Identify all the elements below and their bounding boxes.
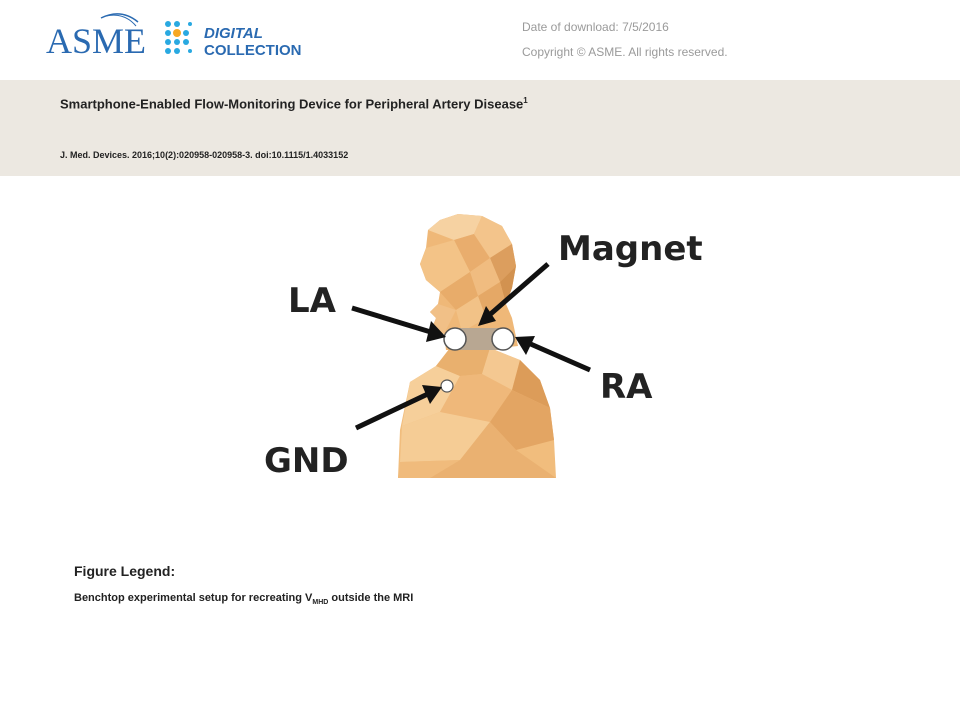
logo-wordmark: ASME [46,21,147,61]
legend-text-sub: MHD [312,599,329,607]
electrode-ra [492,328,514,350]
download-date [522,20,669,34]
article-title[interactable] [60,96,528,111]
figure-image [250,200,710,490]
electrode-la [444,328,466,350]
label-ra: RA [600,367,653,407]
article-citation: J. Med. Devices. 2016;10(2):020958-020958-3. doi:10.1115/1.4033152 [60,150,349,160]
article-title-footnote: 1 [523,96,528,105]
logo-dots-icon [165,21,192,54]
article-title-text: Smartphone-Enabled Flow-Monitoring Device for Peripheral Artery Disease [60,96,524,112]
page-header [0,0,960,80]
logo-line2: COLLECTION [204,42,302,59]
logo-line1: DIGITAL [204,25,263,42]
label-gnd: GND [264,441,349,481]
download-date-label: Date of download: [522,20,619,34]
label-magnet: Magnet [558,229,703,269]
copyright-text: Copyright © ASME. All rights reserved. [522,45,728,59]
asme-logo[interactable] [46,8,326,68]
label-la: LA [288,281,336,321]
legend-text-after: outside the MRI [328,592,414,604]
figure-legend-heading: Figure Legend: [74,563,176,579]
article-info-band [0,80,960,176]
figure-legend-text [74,592,413,606]
download-date-value: 7/5/2016 [622,20,669,34]
legend-text-before: Benchtop experimental setup for recreating V [74,592,313,604]
electrode-gnd [441,380,453,392]
